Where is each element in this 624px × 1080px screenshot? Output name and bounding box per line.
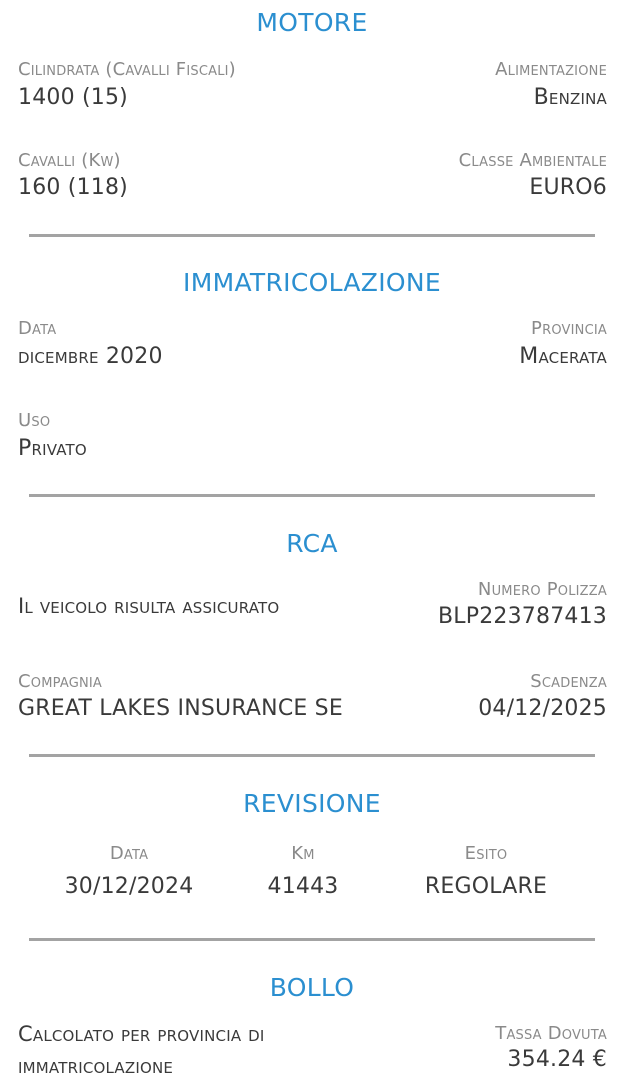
data-immatricolazione-label: Data: [18, 318, 57, 339]
revisione-data-label: Data: [109, 843, 149, 864]
km-label: Km: [291, 843, 315, 864]
uso-label: Uso: [18, 410, 51, 431]
bollo-calcolo-line2: immatricolazione: [18, 1054, 174, 1078]
rca-status: Il veicolo risulta assicurato: [18, 594, 280, 618]
provincia-value: Macerata: [519, 344, 607, 369]
cilindrata-value: 1400 (15): [18, 85, 128, 110]
revisione-data-value: 30/12/2024: [64, 874, 194, 899]
provincia-label: Provincia: [531, 318, 607, 339]
revisione-title: REVISIONE: [243, 789, 381, 818]
compagnia-label: Compagnia: [18, 671, 103, 692]
divider: [29, 938, 595, 941]
divider: [29, 754, 595, 757]
alimentazione-value: Benzina: [533, 85, 607, 110]
numero-polizza-label: Numero Polizza: [477, 579, 607, 600]
esito-label: Esito: [464, 843, 508, 864]
rca-title: RCA: [286, 529, 338, 558]
bollo-calcolo-line1: Calcolato per provincia di: [18, 1022, 265, 1046]
tassa-dovuta-value: 354.24 €: [507, 1047, 607, 1072]
km-value: 41443: [267, 874, 339, 899]
classe-ambientale-label: Classe Ambientale: [458, 150, 607, 171]
cavalli-label: Cavalli (Kw): [18, 150, 121, 171]
immatricolazione-title: IMMATRICOLAZIONE: [183, 268, 441, 297]
motore-title: MOTORE: [256, 8, 368, 37]
tassa-dovuta-label: Tassa Dovuta: [495, 1023, 607, 1044]
cilindrata-label: Cilindrata (Cavalli Fiscali): [18, 59, 236, 80]
divider: [29, 494, 595, 497]
compagnia-value: GREAT LAKES INSURANCE SE: [18, 696, 343, 721]
scadenza-value: 04/12/2025: [478, 696, 607, 721]
classe-ambientale-value: EURO6: [529, 175, 607, 200]
bollo-title: BOLLO: [269, 973, 355, 1002]
uso-value: Privato: [18, 436, 87, 461]
numero-polizza-value: BLP223787413: [438, 604, 607, 629]
alimentazione-label: Alimentazione: [495, 59, 607, 80]
scadenza-label: Scadenza: [530, 671, 607, 692]
data-immatricolazione-value: dicembre 2020: [18, 344, 163, 369]
esito-value: REGOLARE: [424, 874, 548, 899]
divider: [29, 234, 595, 237]
cavalli-value: 160 (118): [18, 175, 128, 200]
